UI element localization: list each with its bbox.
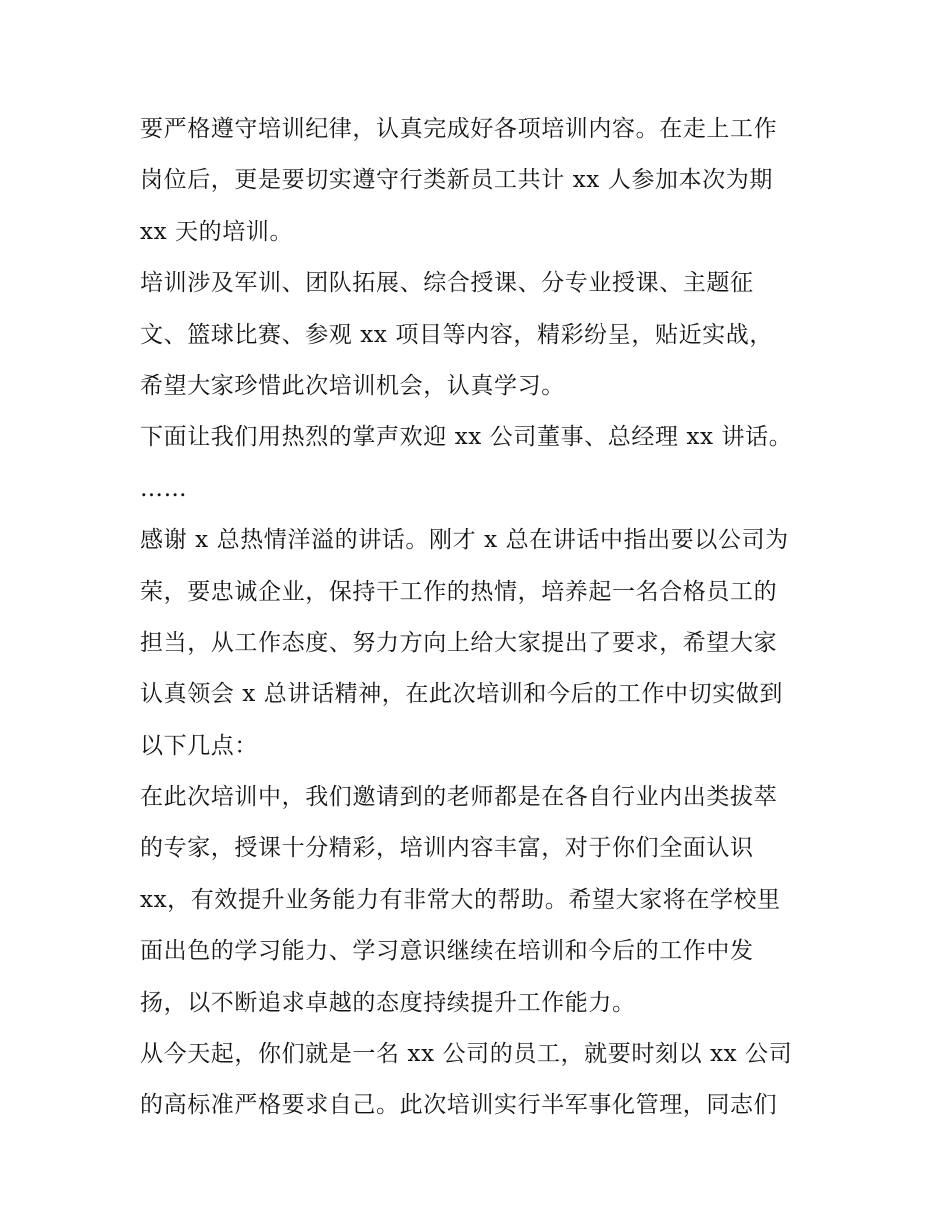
document-body — [140, 104, 820, 1132]
text-line: 下面让我们用热烈的掌声欢迎 xx 公司董事、总经理 xx 讲话。 — [140, 424, 793, 451]
text-line: 面出色的学习能力、学习意识继续在培训和今后的工作中发 — [140, 938, 754, 965]
text-line: 认真领会 x 总讲话精神，在此次培训和今后的工作中切实做到 — [140, 681, 783, 708]
text-line: xx，有效提升业务能力有非常大的帮助。希望大家将在学校里 — [140, 886, 781, 913]
text-line: 希望大家珍惜此次培训机会，认真学习。 — [140, 372, 565, 399]
text-line: 的高标准严格要求自己。此次培训实行半军事化管理，同志们 — [140, 1092, 778, 1119]
text-line: 培训涉及军训、团队拓展、综合授课、分专业授课、主题征 — [140, 270, 754, 297]
ellipsis-line: …… — [140, 475, 188, 502]
text-line: 担当，从工作态度、努力方向上给大家提出了要求，希望大家 — [140, 629, 778, 656]
text-line: 扬，以不断追求卓越的态度持续提升工作能力。 — [140, 989, 636, 1016]
text-line: 文、篮球比赛、参观 xx 项目等内容，精彩纷呈，贴近实战， — [140, 321, 773, 348]
text-line: 感谢 x 总热情洋溢的讲话。刚才 x 总在讲话中指出要以公司为 — [140, 527, 789, 554]
text-line: 从今天起，你们就是一名 xx 公司的员工，就要时刻以 xx 公司 — [140, 1041, 793, 1068]
text-line: xx 天的培训。 — [140, 218, 294, 245]
text-line: 荣，要忠诚企业，保持干工作的热情，培养起一名合格员工的 — [140, 578, 778, 605]
text-line: 岗位后，更是要切实遵守行类新员工共计 xx 人参加本次为期 — [140, 167, 773, 194]
text-line: 的专家，授课十分精彩，培训内容丰富，对于你们全面认识 — [140, 835, 754, 862]
text-line: 在此次培训中，我们邀请到的老师都是在各自行业内出类拔萃 — [140, 784, 778, 811]
text-line: 要严格遵守培训纪律，认真完成好各项培训内容。在走上工作 — [140, 116, 778, 142]
text-line: 以下几点： — [140, 732, 258, 759]
